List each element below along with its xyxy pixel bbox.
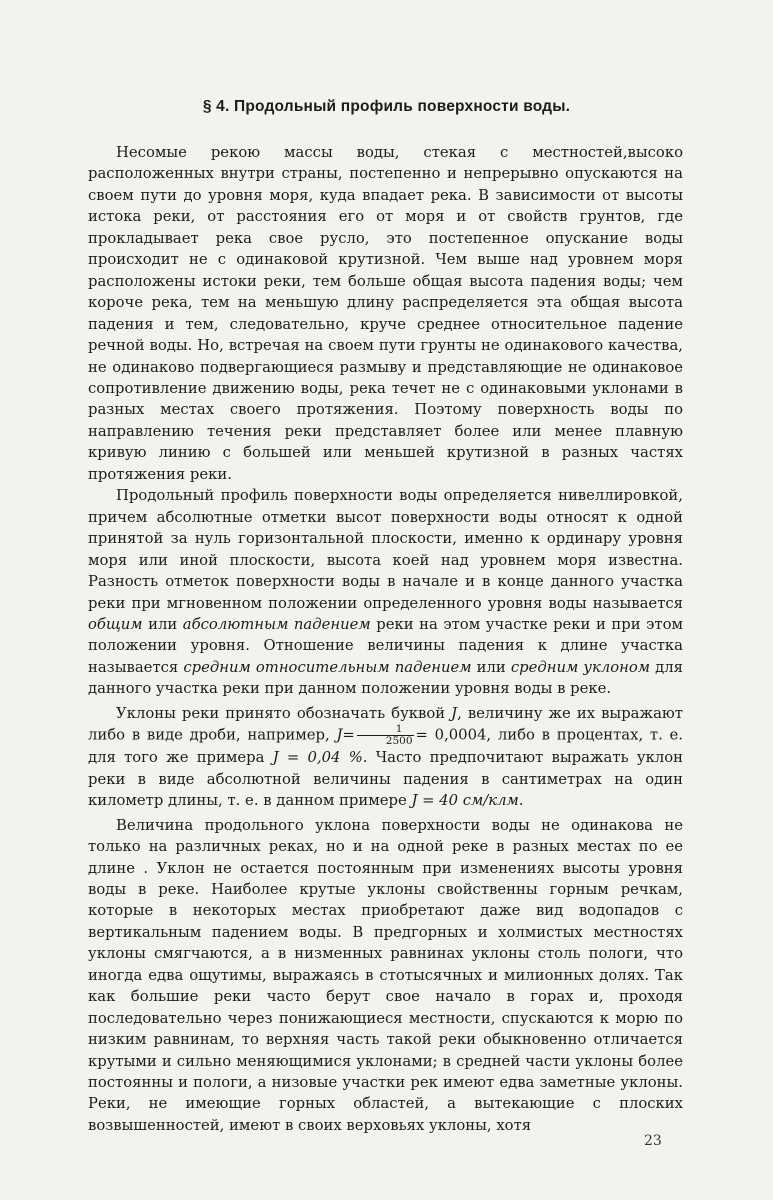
formula-percent: J = 0,04 % (272, 749, 363, 767)
paragraph-2-text-b: или (142, 615, 183, 633)
term-mean-relative-fall: средним относительным падением (183, 658, 472, 676)
fraction-numerator: 1 (357, 724, 414, 736)
paragraph-4: Величина продольного уклона поверхности воды не одинакова не только на различных реках, но и на одной реке в разных местах по ее длине . Уклон не остается постоянным при изменениях высоты уровня воды в реке. Наиболее крутые уклоны свойственны горным речкам, которые в некоторых местах приобретают даже вид водопадов с вертикальным падением воды. В предгорных и холмистых местностях уклоны смягчаются, а в низменных равнинах уклоны столь пологи, что иногда едва ощутимы, выражаясь в стотысячных и милионных долях. Так как большие реки часто берут свое начало в горах и, проходя последовательно через понижающиеся местности, спускаются к морю по низким равнинам, то верхняя часть такой реки обыкновенно отличается крутыми и сильно меняющимися уклонами; в средней части уклоны более постоянны и пологи, а низовые участки рек имеют едва заметные уклоны. Реки, не имеющие горных областей, а вытекающие с плоских возвышенностей, имеют в своих верховьях уклоны, хотя (88, 816, 683, 1134)
fraction-denominator: 2500 (385, 735, 413, 748)
paragraph-3-text-a: Уклоны реки принято обозначать буквой (116, 704, 452, 722)
paragraph-3-text-d: . Часто предпочитают выражать уклон реки в виде абсолютной величины падения в сантиметрах на один километр длины, т. е. в данном примере (88, 749, 683, 810)
symbol-j: J (451, 704, 458, 722)
paragraph-2 (88, 485, 683, 700)
body-text (88, 142, 683, 1136)
paragraph-3-text-c: = 0,0004, либо в процентах, т. е. для того же примера (88, 726, 683, 767)
symbol-j-formula: J (336, 726, 343, 744)
equals-sign: = (342, 726, 355, 744)
paragraph-3 (88, 703, 683, 812)
paragraph-2-text-a: Продольный профиль поверхности воды определяется нивеллировкой, причем абсолютные отметки высот поверхности воды относят к одной принятой за нуль горизонтальной плоскости, именно к ординару уровня моря или иной плоскости, высота коей над уровнем моря известна. Разность отметок поверхности воды в начале и в конце данного участка реки при мгновенном положении определенного уровня воды называется (88, 487, 683, 612)
section-heading: § 4. Продольный профиль поверхности воды. (202, 98, 571, 115)
page-number: 23 (644, 1133, 662, 1149)
term-mean-slope: средним уклоном (510, 658, 651, 676)
term-general-fall: общим (88, 615, 143, 633)
term-absolute-fall: абсолютным падением (182, 615, 371, 633)
fraction (357, 724, 414, 747)
paragraph-2-text-d: или (471, 658, 511, 676)
paragraph-2-text-c: реки на этом участке реки и при этом положении уровня. Отношение величины падения к длине участка называется (88, 615, 683, 676)
paragraph-1: Несомые рекою массы воды, стекая с местностей,высоко расположенных внутри страны, постепенно и непрерывно опускаются на своем пути до уровня моря, куда впадает река. В зависимости от высоты истока реки, от расстояния его от моря и от свойств грунтов, где прокладывает река свое русло, это постепенное опускание воды происходит не с одинаковой крутизной. Чем выше над уровнем моря расположены истоки реки, тем больше общая высота падения воды; чем короче река, тем на меньшую длину распределяется эта общая высота падения и тем, следовательно, круче среднее относительное падение речной воды. Но, встречая на своем пути грунты не одинакового качества, не одинаково подвергающиеся размыву и представляющие не одинаковое сопротивление движению воды, река течет не с одинаковыми уклонами в разных местах своего протяжения. Поэтому поверхность воды по направлению течения реки представляет более или менее плавную кривую линию с большей или меньшей крутизной в разных частях протяжения реки. (88, 144, 683, 483)
paragraph-3-text-b: , величину же их выражают либо в виде дроби, например, (88, 704, 683, 744)
formula-cm-per-km: J = 40 см/клм. (411, 792, 524, 810)
paragraph-2-text-e: для данного участка реки при данном положении уровня воды в реке. (88, 658, 683, 698)
